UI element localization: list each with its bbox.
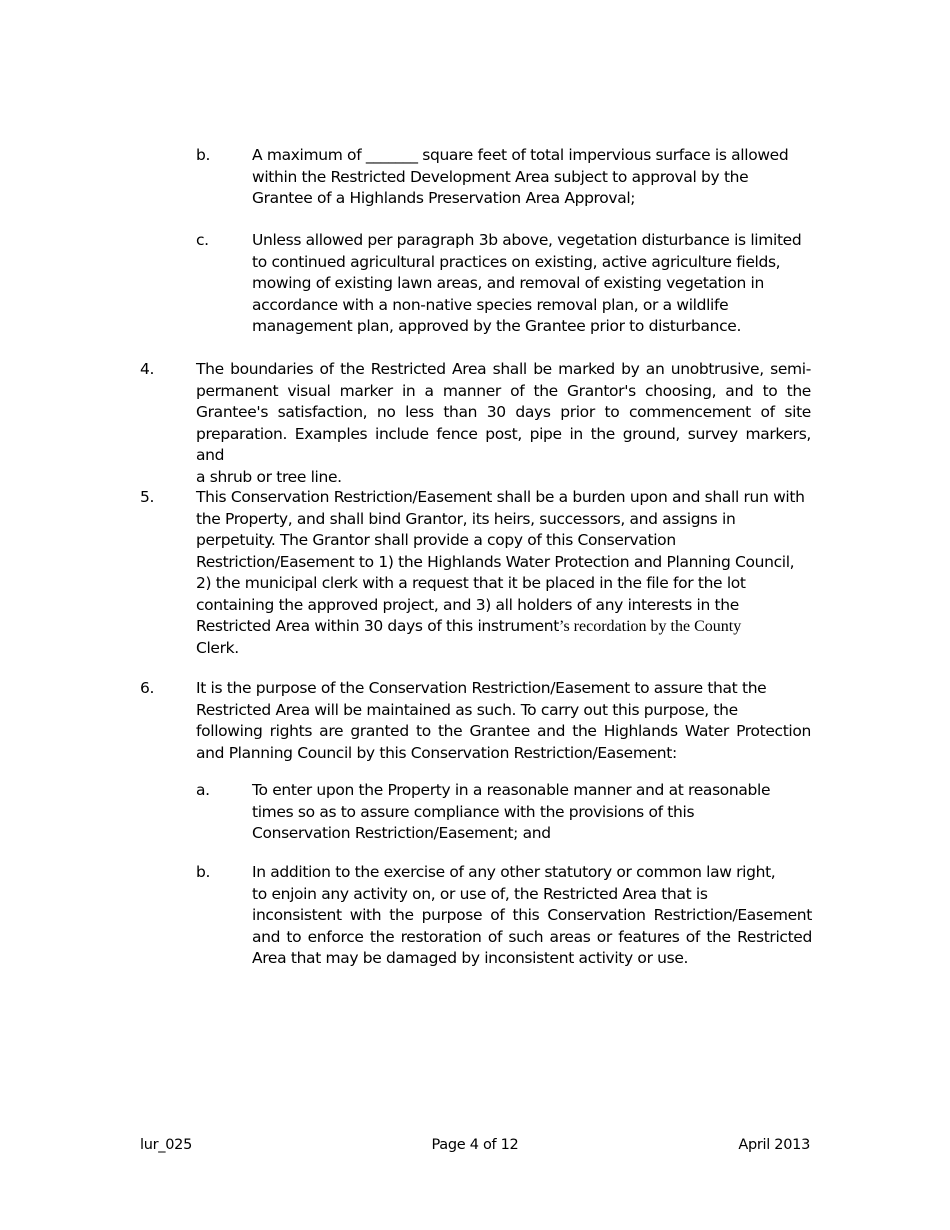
text-line: to continued agricultural practices on existing, active agriculture fields, — [252, 252, 781, 271]
text-line: Area that may be damaged by inconsistent activity or use. — [252, 949, 689, 967]
item-label: 4. — [140, 360, 155, 378]
text-line: accordance with a non-native species removal plan, or a wildlife — [252, 295, 729, 314]
item-label: b. — [196, 146, 211, 164]
item-text — [252, 230, 812, 338]
text-line: perpetuity. The Grantor shall provide a copy of this Conservation — [196, 531, 676, 549]
text-line: It is the purpose of the Conservation Restriction/Easement to assure that the — [196, 679, 767, 697]
text-line: containing the approved project, and 3) all holders of any interests in the — [196, 595, 739, 614]
text-line: management plan, approved by the Grantee prior to disturbance. — [252, 317, 742, 335]
text-line: Restriction/Easement to 1) the Highlands Water Protection and Planning Council, — [196, 552, 795, 571]
text-line: To enter upon the Property in a reasonable manner and at reasonable — [252, 781, 771, 799]
text-line: within the Restricted Development Area subject to approval by the — [252, 167, 749, 186]
text-line: Restricted Area will be maintained as such. To carry out this purpose, the — [196, 700, 738, 719]
item-text — [196, 359, 811, 488]
text-line: preparation. Examples include fence post, pipe in the ground, survey markers, and — [196, 424, 811, 464]
text-line: Conservation Restriction/Easement; and — [252, 824, 551, 842]
footer-date: April 2013 — [738, 1137, 810, 1153]
item-text — [196, 678, 811, 764]
item-label: a. — [196, 781, 210, 799]
item-text — [252, 780, 812, 845]
text-line — [196, 616, 811, 638]
text-line: This Conservation Restriction/Easement shall be a burden upon and shall run with — [196, 488, 805, 506]
text-line: the Property, and shall bind Grantor, its heirs, successors, and assigns in — [196, 509, 736, 528]
text-line: to enjoin any activity on, or use of, the Restricted Area that is — [252, 884, 708, 903]
item-text — [252, 862, 812, 970]
item-text — [196, 487, 811, 659]
text-line: In addition to the exercise of any other statutory or common law right, — [252, 863, 776, 881]
item-text — [252, 145, 812, 210]
footer-page-number: Page 4 of 12 — [431, 1137, 519, 1153]
text-segment-serif: ’s recordation by the County — [559, 618, 742, 635]
text-line: The boundaries of the Restricted Area shall be marked by an unobtrusive, semi- — [196, 360, 811, 378]
text-line: following rights are granted to the Grantee and the Highlands Water Protection — [196, 722, 811, 740]
text-line: A maximum of _______ square feet of total impervious surface is allowed — [252, 146, 789, 164]
text-line: 2) the municipal clerk with a request that it be placed in the file for the lot — [196, 574, 746, 592]
text-line: Grantee's satisfaction, no less than 30 days prior to commencement of site — [196, 403, 811, 421]
text-line: permanent visual marker in a manner of the Grantor's choosing, and to the — [196, 381, 811, 400]
text-line: Clerk. — [196, 638, 239, 657]
item-label: 6. — [140, 679, 155, 697]
item-label: b. — [196, 863, 211, 881]
item-label: c. — [196, 231, 209, 249]
text-line: mowing of existing lawn areas, and removal of existing vegetation in — [252, 274, 764, 292]
text-line: a shrub or tree line. — [196, 467, 342, 486]
text-line: Grantee of a Highlands Preservation Area Approval; — [252, 189, 636, 207]
footer-doc-id: lur_025 — [140, 1137, 193, 1153]
text-line: inconsistent with the purpose of this Conservation Restriction/Easement — [252, 906, 812, 924]
text-line: and to enforce the restoration of such areas or features of the Restricted — [252, 927, 812, 946]
text-segment: Restricted Area within 30 days of this instrument — [196, 617, 559, 635]
item-label: 5. — [140, 488, 155, 506]
text-line: and Planning Council by this Conservation Restriction/Easement: — [196, 743, 677, 762]
text-line: times so as to assure compliance with the provisions of this — [252, 802, 695, 821]
text-line: Unless allowed per paragraph 3b above, vegetation disturbance is limited — [252, 231, 802, 249]
